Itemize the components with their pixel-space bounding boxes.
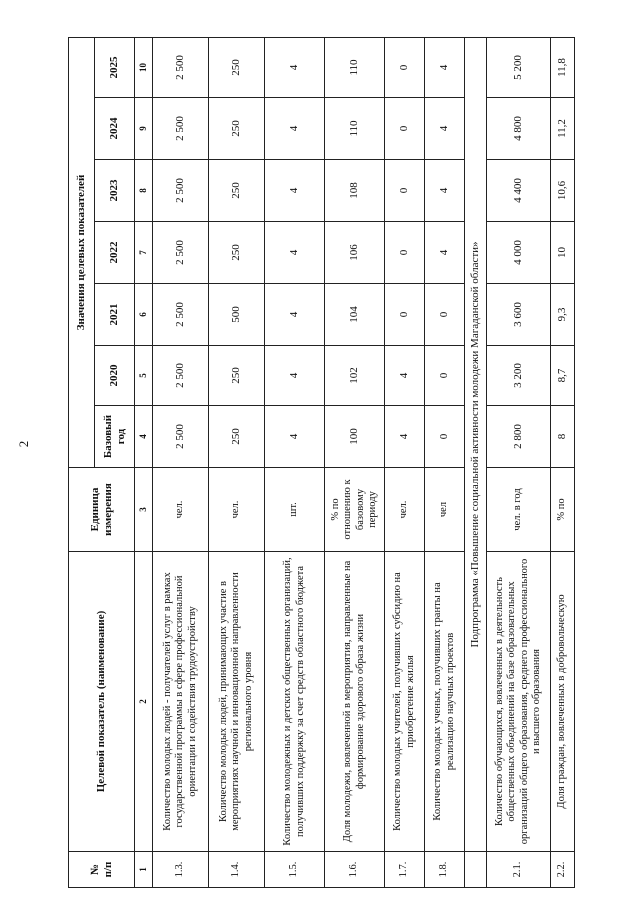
table-row: [153, 37, 209, 887]
value-cell: 4: [425, 98, 465, 160]
value-cell: 4: [265, 346, 325, 406]
unit-cell: % по: [551, 468, 575, 552]
indicator-name: Количество молодых людей, принимающих участие в мероприятиях научной и инновационной направленности регионального уровня: [209, 552, 265, 852]
value-cell: 0: [385, 222, 425, 284]
value-cell: 102: [325, 346, 385, 406]
column-number: 8: [135, 160, 153, 222]
value-cell: 4: [265, 98, 325, 160]
value-cell: 4: [265, 37, 325, 97]
section-empty-cell: [465, 852, 487, 888]
value-cell: 2 500: [153, 160, 209, 222]
value-cell: 0: [425, 346, 465, 406]
table-row: [209, 37, 265, 887]
value-cell: 10,6: [551, 160, 575, 222]
value-cell: 4 000: [487, 222, 551, 284]
row-number: 1.7.: [385, 852, 425, 888]
value-cell: 11,8: [551, 37, 575, 97]
table-row: [487, 37, 551, 887]
value-cell: 250: [209, 222, 265, 284]
column-number: 4: [135, 406, 153, 468]
value-cell: 10: [551, 222, 575, 284]
value-cell: 4: [385, 406, 425, 468]
page-number: 2: [16, 440, 31, 448]
value-cell: 110: [325, 98, 385, 160]
value-cell: 250: [209, 346, 265, 406]
table-row: [551, 37, 575, 887]
value-cell: 0: [385, 98, 425, 160]
value-cell: 100: [325, 406, 385, 468]
value-cell: 108: [325, 160, 385, 222]
header-year: 2021: [95, 284, 135, 346]
value-cell: 250: [209, 37, 265, 97]
section-title: Подпрограмма «Повышение социальной активности молодежи Магаданской области»: [465, 37, 487, 851]
header-year: 2023: [95, 160, 135, 222]
value-cell: 250: [209, 160, 265, 222]
indicator-name: Доля молодежи, вовлеченной в мероприятия, направленные на формирование здорового образа жизни: [325, 552, 385, 852]
row-number: 1.4.: [209, 852, 265, 888]
unit-cell: чел.: [153, 468, 209, 552]
header-year: 2024: [95, 98, 135, 160]
unit-cell: чел.: [209, 468, 265, 552]
header-unit: Единица измерения: [69, 468, 135, 552]
value-cell: 2 500: [153, 222, 209, 284]
header-num: № п/п: [69, 852, 135, 888]
value-cell: 250: [209, 98, 265, 160]
indicator-name: Количество молодых ученых, получивших гранты на реализацию научных проектов: [425, 552, 465, 852]
value-cell: 2 800: [487, 406, 551, 468]
header-year: Базовый год: [95, 406, 135, 468]
row-number: 2.1.: [487, 852, 551, 888]
unit-cell: чел: [425, 468, 465, 552]
value-cell: 8,7: [551, 346, 575, 406]
value-cell: 2 500: [153, 406, 209, 468]
value-cell: 2 500: [153, 98, 209, 160]
column-number: 7: [135, 222, 153, 284]
table-row: [325, 37, 385, 887]
value-cell: 2 500: [153, 284, 209, 346]
value-cell: 110: [325, 37, 385, 97]
value-cell: 4 400: [487, 160, 551, 222]
value-cell: 4: [425, 160, 465, 222]
column-number: 1: [135, 852, 153, 888]
value-cell: 3 600: [487, 284, 551, 346]
value-cell: 0: [425, 284, 465, 346]
target-indicators-table: [68, 37, 575, 888]
value-cell: 2 500: [153, 346, 209, 406]
column-number: 5: [135, 346, 153, 406]
value-cell: 250: [209, 406, 265, 468]
table-row: [385, 37, 425, 887]
column-number: 2: [135, 552, 153, 852]
indicator-name: Количество обучающихся, вовлеченных в деятельность общественных объединений на базе образовательных организаций общего образования, среднего профессионального и высшего образования: [487, 552, 551, 852]
value-cell: 0: [385, 37, 425, 97]
header-year: 2020: [95, 346, 135, 406]
unit-cell: шт.: [265, 468, 325, 552]
indicator-name: Количество молодежных и детских общественных организаций, получивших поддержку за счет средств областного бюджета: [265, 552, 325, 852]
row-number: 1.6.: [325, 852, 385, 888]
value-cell: 4 800: [487, 98, 551, 160]
header-year: 2022: [95, 222, 135, 284]
rotated-page: [68, 38, 575, 888]
value-cell: 4: [265, 406, 325, 468]
value-cell: 4: [425, 37, 465, 97]
header-year: 2025: [95, 37, 135, 97]
column-number: 3: [135, 468, 153, 552]
indicator-name: Доля граждан, вовлеченных в добровольческую: [551, 552, 575, 852]
unit-cell: чел. в год: [487, 468, 551, 552]
value-cell: 104: [325, 284, 385, 346]
row-number: 1.3.: [153, 852, 209, 888]
value-cell: 3 200: [487, 346, 551, 406]
value-cell: 4: [425, 222, 465, 284]
value-cell: 106: [325, 222, 385, 284]
unit-cell: чел.: [385, 468, 425, 552]
value-cell: 4: [385, 346, 425, 406]
value-cell: 0: [425, 406, 465, 468]
section-row: [465, 37, 487, 887]
table-row: [265, 37, 325, 887]
value-cell: 11,2: [551, 98, 575, 160]
header-values-group: Значения целевых показателей: [69, 37, 95, 467]
column-number: 9: [135, 98, 153, 160]
column-number: 10: [135, 37, 153, 97]
value-cell: 0: [385, 160, 425, 222]
value-cell: 9,3: [551, 284, 575, 346]
value-cell: 4: [265, 284, 325, 346]
value-cell: 4: [265, 160, 325, 222]
indicator-name: Количество молодых людей - получателей услуг в рамках государственной программы в сфере профессиональной ориентации и содействия трудоустройству: [153, 552, 209, 852]
value-cell: 8: [551, 406, 575, 468]
value-cell: 5 200: [487, 37, 551, 97]
header-name: Целевой показатель (наименование): [69, 552, 135, 852]
table-row: [425, 37, 465, 887]
row-number: 1.8.: [425, 852, 465, 888]
row-number: 1.5.: [265, 852, 325, 888]
row-number: 2.2.: [551, 852, 575, 888]
column-number: 6: [135, 284, 153, 346]
value-cell: 0: [385, 284, 425, 346]
value-cell: 2 500: [153, 37, 209, 97]
value-cell: 500: [209, 284, 265, 346]
unit-cell: % по отношению к базовому периоду: [325, 468, 385, 552]
indicator-name: Количество молодых учителей, получивших субсидию на приобретение жилья: [385, 552, 425, 852]
value-cell: 4: [265, 222, 325, 284]
